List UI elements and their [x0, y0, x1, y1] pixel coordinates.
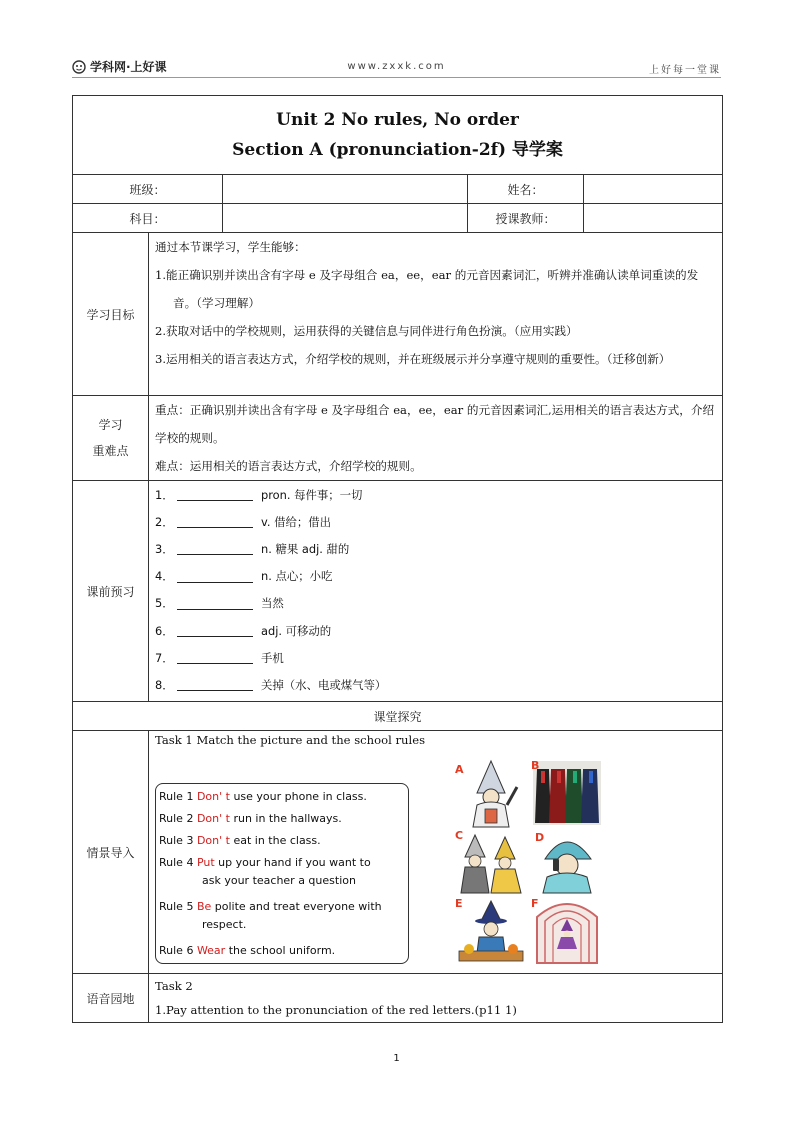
rule-item: [159, 942, 335, 960]
picture-e[interactable]: [455, 897, 527, 965]
rule-item: [159, 788, 367, 806]
vocab-meaning: 关掉（水、电或煤气等）: [261, 677, 387, 692]
info-row-1: [73, 175, 723, 204]
vocab-number: 4．: [155, 569, 174, 584]
title-row: [73, 96, 723, 175]
vocab-number: 3．: [155, 541, 174, 556]
rule-text: the school uniform.: [225, 944, 336, 957]
title-cell: [73, 96, 723, 175]
rule-keyword: Don' t: [196, 812, 230, 825]
vocab-meaning: 手机: [261, 650, 284, 665]
vocab-number: 2．: [155, 514, 174, 529]
rule-keyword: Put: [196, 856, 215, 869]
vocab-meaning: 当然: [261, 596, 284, 611]
task2-text: Task 2: [155, 979, 193, 993]
header-divider: [72, 77, 721, 78]
explore-heading: 课堂探究: [73, 702, 723, 731]
keypoints-label: [73, 396, 149, 481]
teacher-label: 授课教师：: [468, 204, 584, 233]
vocab-meaning: v. 借给；借出: [261, 514, 332, 529]
rule-item: [159, 810, 342, 828]
keypoints-label-line1: 学习: [98, 418, 123, 432]
vocab-meaning: adj. 可移动的: [261, 623, 332, 638]
page-number: 1: [393, 1053, 400, 1064]
vocab-item: [155, 644, 716, 671]
rule-prefix: Rule 5: [159, 900, 197, 913]
vocab-item: [155, 563, 716, 590]
task1-text: Task 1 Match the picture and the school rules: [155, 733, 426, 747]
vocab-item: [155, 508, 716, 535]
picture-letter-e: E: [455, 897, 463, 910]
site-url[interactable]: www.zxxk.com: [347, 61, 446, 72]
rule-prefix: Rule 2: [159, 812, 197, 825]
vocab-item: [155, 617, 716, 644]
vocab-number: 8．: [155, 677, 174, 692]
picture-f[interactable]: [531, 897, 603, 965]
preview-row: [73, 481, 723, 702]
objectives-label: 学习目标: [73, 233, 149, 396]
rule-text: up your hand if you want to: [214, 856, 371, 869]
subject-label: 科目：: [73, 204, 223, 233]
rule-prefix: Rule 3: [159, 834, 197, 847]
name-field[interactable]: [584, 175, 723, 204]
rule-text-continued: respect.: [202, 918, 247, 931]
subject-field[interactable]: [223, 204, 468, 233]
picture-letter-d: D: [535, 831, 545, 844]
objectives-content: [149, 233, 723, 396]
keypoints-label-line2: 重难点: [92, 444, 129, 458]
rule-text: eat in the class.: [229, 834, 321, 847]
class-label: 班级：: [73, 175, 223, 204]
vocab-blank[interactable]: [177, 542, 253, 555]
objectives-row: [73, 233, 723, 396]
picture-d[interactable]: [531, 829, 603, 895]
rule-keyword: Be: [196, 900, 212, 913]
picture-letter-b: B: [531, 759, 540, 772]
vocab-blank[interactable]: [177, 488, 253, 501]
wizard-eating-icon: [455, 897, 527, 965]
focus-text: 重点：正确识别并读出含有字母 e 及字母组合 ea，ee，ear 的元音因素词汇,运用相关的语言表达方式，介绍学校的规则。: [155, 403, 715, 445]
logo-text: 学科网·上好课: [90, 60, 167, 74]
rule-keyword: Don' t: [196, 834, 230, 847]
keypoints-content: [149, 396, 723, 481]
scenario-row: [73, 731, 723, 974]
vocab-blank[interactable]: [177, 570, 253, 583]
picture-letter-c: C: [455, 829, 464, 842]
rules-box: [155, 783, 409, 964]
vocab-item: [155, 671, 716, 698]
language-label: 语音园地: [73, 974, 149, 1023]
language-content: [149, 974, 723, 1023]
objectives-intro: 通过本节课学习，学生能够：: [155, 240, 306, 254]
rule-text: run in the hallways.: [229, 812, 342, 825]
vocab-meaning: pron. 每件事；一切: [261, 487, 363, 502]
vocab-number: 6．: [155, 623, 174, 638]
picture-a[interactable]: [455, 759, 527, 829]
rule-keyword: Don' t: [196, 790, 230, 803]
scenario-label: 情景导入: [73, 731, 149, 974]
uniforms-icon: [531, 759, 603, 827]
rule-prefix: Rule 1: [159, 790, 197, 803]
worksheet-table: [72, 95, 723, 1023]
rule-text: polite and treat everyone with: [211, 900, 382, 913]
preview-content: [149, 481, 723, 702]
task2-instruction: 1.Pay attention to the pronunciation of the red letters.(p11 1): [155, 1003, 517, 1017]
section-title: Section A (pronunciation-2f) 导学案: [232, 140, 563, 160]
scenario-content: [149, 731, 723, 974]
vocab-number: 5．: [155, 596, 174, 611]
vocab-meaning: n. 糖果 adj. 甜的: [261, 541, 350, 556]
unit-title: Unit 2 No rules, No order: [276, 110, 519, 130]
preview-label: 课前预习: [73, 481, 149, 702]
wizard-waving-icon: [455, 759, 527, 829]
teacher-field[interactable]: [584, 204, 723, 233]
rule-prefix: Rule 6: [159, 944, 197, 957]
vocab-blank[interactable]: [177, 515, 253, 528]
rule-item: [159, 854, 371, 890]
rule-keyword: Wear: [196, 944, 226, 957]
vocab-meaning: n. 点心；小吃: [261, 569, 333, 584]
rule-item: [159, 832, 321, 850]
vocab-list: [155, 481, 716, 699]
site-slogan: 上好每一堂课: [649, 65, 721, 76]
picture-b[interactable]: [531, 759, 603, 827]
vocab-blank[interactable]: [177, 651, 253, 664]
picture-letter-a: A: [455, 763, 464, 776]
wizard-running-hallway-icon: [531, 897, 603, 965]
rule-text: use your phone in class.: [229, 790, 367, 803]
language-row: [73, 974, 723, 1023]
vocab-item: [155, 535, 716, 562]
wizards-greeting-icon: [455, 829, 527, 895]
vocab-blank[interactable]: [177, 678, 253, 691]
rule-item: [159, 898, 382, 934]
rule-text-continued: ask your teacher a question: [202, 874, 356, 887]
vocab-item: [155, 590, 716, 617]
vocab-item: [155, 481, 716, 508]
objective-item-3: 3.运用相关的语言表达方式，介绍学校的规则，并在班级展示并分享遵守规则的重要性。（迁移创新）: [155, 352, 671, 366]
info-row-2: [73, 204, 723, 233]
difficulty-text: 难点：运用相关的语言表达方式，介绍学校的规则。: [155, 459, 422, 473]
keypoints-row: [73, 396, 723, 481]
explore-row: [73, 702, 723, 731]
rule-prefix: Rule 4: [159, 856, 197, 869]
vocab-number: 1．: [155, 487, 174, 502]
vocab-number: 7．: [155, 650, 174, 665]
objective-item-1: 1.能正确识别并读出含有字母 e 及字母组合 ea，ee，ear 的元音因素词汇，听辨并准确认读单词重读的发音。（学习理解）: [155, 268, 699, 310]
objective-item-2: 2.获取对话中的学校规则，运用获得的关键信息与同伴进行角色扮演。（应用实践）: [155, 324, 578, 338]
vocab-blank[interactable]: [177, 597, 253, 610]
class-field[interactable]: [223, 175, 468, 204]
picture-letter-f: F: [531, 897, 539, 910]
picture-c[interactable]: [455, 829, 527, 895]
name-label: 姓名：: [468, 175, 584, 204]
vocab-blank[interactable]: [177, 624, 253, 637]
